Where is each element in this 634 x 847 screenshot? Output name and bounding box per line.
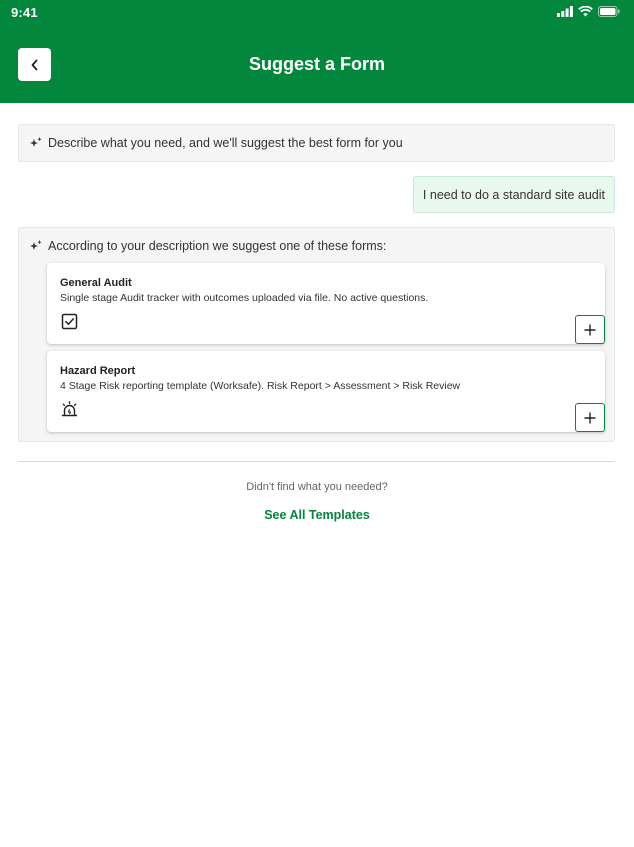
form-card-title: General Audit <box>60 277 132 289</box>
add-form-button[interactable] <box>575 403 605 432</box>
add-form-button[interactable] <box>575 315 605 344</box>
form-card-description: Single stage Audit tracker with outcomes uploaded via file. No active questions. <box>60 292 429 304</box>
divider <box>18 461 615 462</box>
sparkle-icon <box>29 239 43 253</box>
form-card-hazard-report[interactable] <box>47 351 605 432</box>
see-all-templates-link[interactable]: See All Templates <box>264 508 370 522</box>
user-message <box>413 176 615 213</box>
suggestions-heading-text: According to your description we suggest one of these forms: <box>48 239 387 253</box>
page-title: Suggest a Form <box>248 54 386 74</box>
prompt-banner <box>18 124 615 162</box>
status-time: 9:41 <box>11 5 38 20</box>
wifi-icon <box>578 6 593 17</box>
prompt-text: Describe what you need, and we'll suggest the best form for you <box>48 136 403 150</box>
sparkle-icon <box>29 136 43 150</box>
status-icons <box>557 6 620 17</box>
user-message-text: I need to do a standard site audit <box>422 187 605 202</box>
plus-icon <box>584 412 596 424</box>
checkbox-icon <box>61 313 78 330</box>
form-card-description: 4 Stage Risk reporting template (Worksafe). Risk Report > Assessment > Risk Review <box>60 380 461 392</box>
suggestions-panel <box>18 227 615 442</box>
footer-question: Didn't find what you needed? <box>246 481 388 493</box>
suggestions-heading <box>29 239 386 253</box>
form-card-general-audit[interactable] <box>47 263 605 344</box>
form-card-title: Hazard Report <box>60 365 136 377</box>
signal-icon <box>557 6 573 17</box>
plus-icon <box>584 324 596 336</box>
app-header <box>0 0 634 103</box>
battery-icon <box>598 6 620 17</box>
alarm-icon <box>61 401 78 418</box>
